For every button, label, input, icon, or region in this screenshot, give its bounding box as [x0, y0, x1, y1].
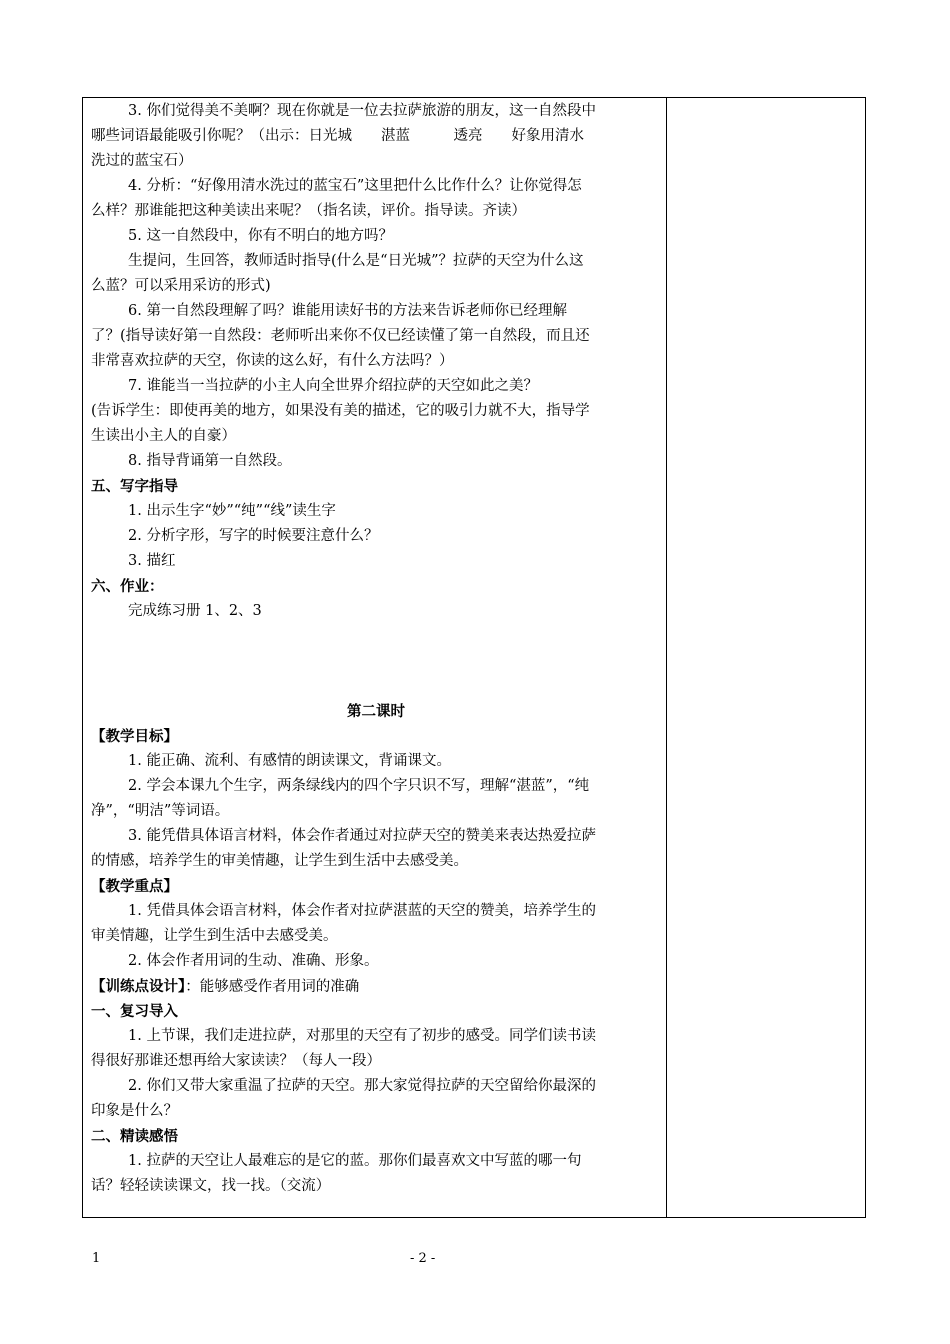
blank-line: [91, 624, 661, 649]
text-line: 么蓝？可以采用采访的形式): [91, 278, 271, 294]
text-line: 3. 你们觉得美不美啊？现在你就是一位去拉萨旅游的朋友，这一自然段中: [128, 103, 596, 119]
text-line: 印象是什么？: [91, 1103, 178, 1119]
text-line: 净”，“明洁”等词语。: [91, 803, 230, 819]
section-heading: 【训练点设计】：能够感受作者用词的准确: [91, 978, 360, 995]
text-line: 2. 分析字形，写字的时候要注意什么？: [128, 528, 379, 544]
text-line: 6. 第一自然段理解了吗？谁能用读好书的方法来告诉老师你已经理解: [128, 303, 567, 319]
section-title: 第二课时: [347, 703, 405, 720]
text-line: 2. 体会作者用词的生动、准确、形象。: [128, 953, 379, 969]
footer-left-number: 1: [92, 1251, 101, 1266]
text-line: 1. 上节课，我们走进拉萨，对那里的天空有了初步的感受。同学们读书读: [128, 1028, 596, 1044]
text-line: 7. 谁能当一当拉萨的小主人向全世界介绍拉萨的天空如此之美？: [128, 378, 538, 394]
section-heading: 【教学目标】: [91, 728, 178, 745]
text-line: 审美情趣，让学生到生活中去感受美。: [91, 928, 338, 944]
lesson-content-column: [91, 99, 661, 1199]
text-line: 哪些词语最能吸引你呢？（出示：日光城 湛蓝 透亮 好象用清水: [91, 128, 584, 144]
text-line: 洗过的蓝宝石）: [91, 153, 193, 169]
text-line: 5. 这一自然段中，你有不明白的地方吗？: [128, 228, 393, 244]
section-heading: 【教学重点】: [91, 878, 178, 895]
text-line: 话？轻轻读读课文，找一找。（交流）: [91, 1178, 331, 1194]
page-number: - 2 -: [410, 1251, 436, 1266]
text-line: 生读出小主人的自豪）: [91, 428, 236, 444]
text-line: 非常喜欢拉萨的天空，你读的这么好，有什么方法吗？）: [91, 353, 454, 369]
text-line: 2. 你们又带大家重温了拉萨的天空。那大家觉得拉萨的天空留给你最深的: [128, 1078, 596, 1094]
text-line: 完成练习册 1、2、3: [128, 603, 262, 619]
text-line: 1. 能正确、流利、有感情的朗读课文，背诵课文。: [128, 753, 451, 769]
text-line: (告诉学生：即使再美的地方，如果没有美的描述，它的吸引力就不大，指导学: [91, 403, 590, 419]
section-heading: 六、作业：: [91, 578, 164, 595]
blank-line: [91, 674, 661, 699]
section-heading: 二、精读感悟: [91, 1128, 178, 1145]
section-heading: 五、写字指导: [91, 478, 178, 495]
text-line: 1. 凭借具体会语言材料，体会作者对拉萨湛蓝的天空的赞美，培养学生的: [128, 903, 596, 919]
text-line: 得很好那谁还想再给大家读读？（每人一段）: [91, 1053, 381, 1069]
text-line: 生提问，生回答，教师适时指导(什么是“日光城”？拉萨的天空为什么这: [128, 253, 584, 269]
column-divider: [666, 98, 667, 1217]
text-line: 1. 出示生字“妙”“纯”“线”读生字: [128, 503, 336, 519]
text-line: 2. 学会本课九个生字，两条绿线内的四个字只识不写，理解“湛蓝”，“纯: [128, 778, 590, 794]
text-line: 么样？那谁能把这种美读出来呢？（指名读，评价。指导读。齐读）: [91, 203, 526, 219]
text-line: 1. 拉萨的天空让人最难忘的是它的蓝。那你们最喜欢文中写蓝的哪一句: [128, 1153, 582, 1169]
text-line: 3. 能凭借具体语言材料，体会作者通过对拉萨天空的赞美来表达热爱拉萨: [128, 828, 596, 844]
lesson-table: [82, 97, 866, 1218]
text-line: 的情感，培养学生的审美情趣，让学生到生活中去感受美。: [91, 853, 468, 869]
text-line: 3. 描红: [128, 553, 176, 569]
section-heading: 一、复习导入: [91, 1003, 178, 1020]
text-line: 了？(指导读好第一自然段：老师听出来你不仅已经读懂了第一自然段，而且还: [91, 328, 590, 344]
blank-line: [91, 649, 661, 674]
text-line: 4. 分析：“好像用清水洗过的蓝宝石”这里把什么比作什么？让你觉得怎: [128, 178, 582, 194]
text-line: 8. 指导背诵第一自然段。: [128, 453, 292, 469]
